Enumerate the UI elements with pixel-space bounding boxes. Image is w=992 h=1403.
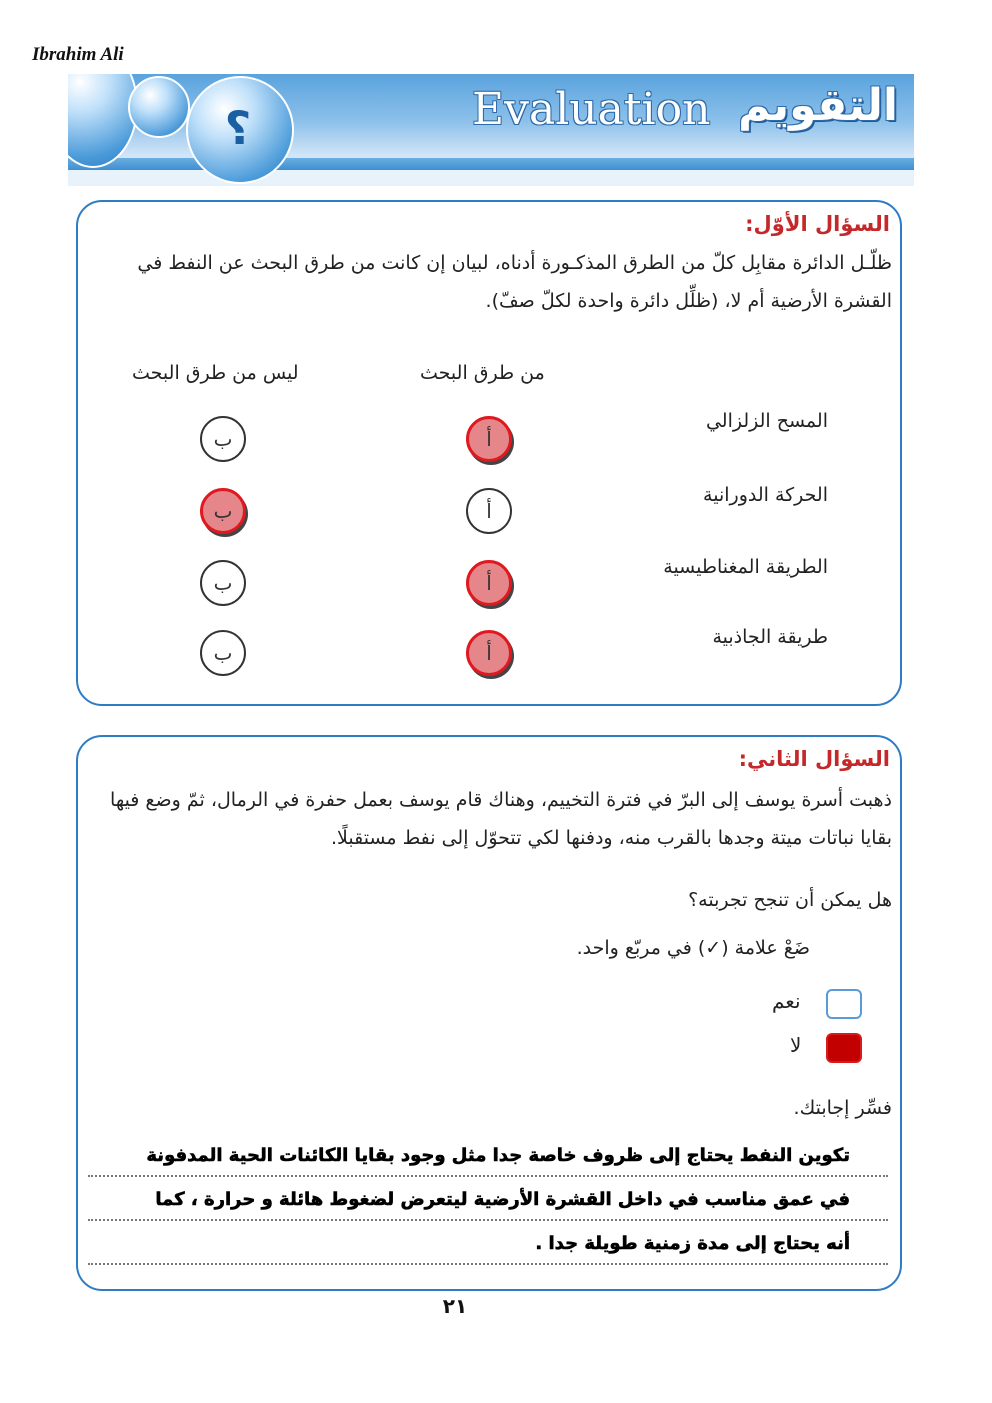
answer-line-2: في عمق مناسب في داخل القشرة الأرضية ليتعرض لضغوط هائلة و حرارة ، كما — [155, 1189, 850, 1210]
circle-b-row1[interactable]: ب — [200, 416, 246, 462]
column-header-no: ليس من طرق البحث — [132, 362, 299, 384]
option-label-yes: نعم — [772, 989, 801, 1013]
evaluation-banner — [68, 74, 914, 186]
question-mark-icon: ؟ — [224, 101, 252, 155]
row-label-gravity: طريقة الجاذبية — [712, 626, 828, 648]
circle-a-row1[interactable]: أ — [466, 416, 512, 462]
question-2-title: السؤال الثاني: — [738, 747, 890, 771]
author-name: Ibrahim Ali — [32, 44, 124, 65]
row-label-rotation: الحركة الدورانية — [703, 484, 828, 506]
question-2-card — [76, 735, 902, 1291]
circle-a-row3[interactable]: أ — [466, 560, 512, 606]
answer-line-1: تكوين النفط يحتاج إلى ظروف خاصة جدا مثل وجود بقايا الكائنات الحية المدفونة — [146, 1145, 850, 1166]
circle-b-row3[interactable]: ب — [200, 560, 246, 606]
checkbox-yes[interactable] — [826, 989, 862, 1019]
banner-title-ar: التقويم — [738, 80, 898, 131]
circle-b-row2[interactable]: ب — [200, 488, 246, 534]
answer-line-3: أنه يحتاج إلى مدة زمنية طويلة جدا . — [535, 1233, 850, 1254]
circle-a-row4[interactable]: أ — [466, 630, 512, 676]
banner-title-en: Evaluation — [472, 84, 711, 135]
checkbox-no[interactable] — [826, 1033, 862, 1063]
row-label-seismic: المسح الزلزالي — [705, 410, 828, 432]
explain-prompt: فسِّر إجابتك. — [793, 1097, 892, 1119]
bubble-decoration — [128, 76, 190, 138]
question-2-text: ذهبت أسرة يوسف إلى البرّ في فترة التخييم، وهناك قام يوسف بعمل حفرة في الرمال، ثمّ وضع فيها بقايا نباتات ميتة وجدها بالقرب منه، ودفنها لكي تتحوّل إلى نفط مستقبلًا. — [110, 789, 892, 849]
row-label-magnetic: الطريقة المغناطيسية — [663, 556, 828, 578]
question-2-question: هل يمكن أن تنجح تجربته؟ — [688, 889, 892, 911]
circle-a-row2[interactable]: أ — [466, 488, 512, 534]
question-1-title: السؤال الأوّل: — [745, 212, 890, 236]
circle-b-row4[interactable]: ب — [200, 630, 246, 676]
question-1-text: ظلّـل الدائرة مقابِل كلّ من الطرق المذكـورة أدناه، لبيان إن كانت من طرق البحث عن النفط في القشرة الأرضية أم لا، (ظلِّل دائرة واحدة لكلّ صفّ). — [137, 252, 892, 312]
question-1-card — [76, 200, 902, 706]
page-number: ٢١ — [442, 1294, 468, 1318]
option-label-no: لا — [790, 1033, 802, 1057]
column-header-yes: من طرق البحث — [420, 362, 545, 384]
question-2-instruction: ضَعْ علامة (✓) في مربّع واحد. — [576, 937, 810, 959]
bubble-decoration — [68, 74, 138, 168]
